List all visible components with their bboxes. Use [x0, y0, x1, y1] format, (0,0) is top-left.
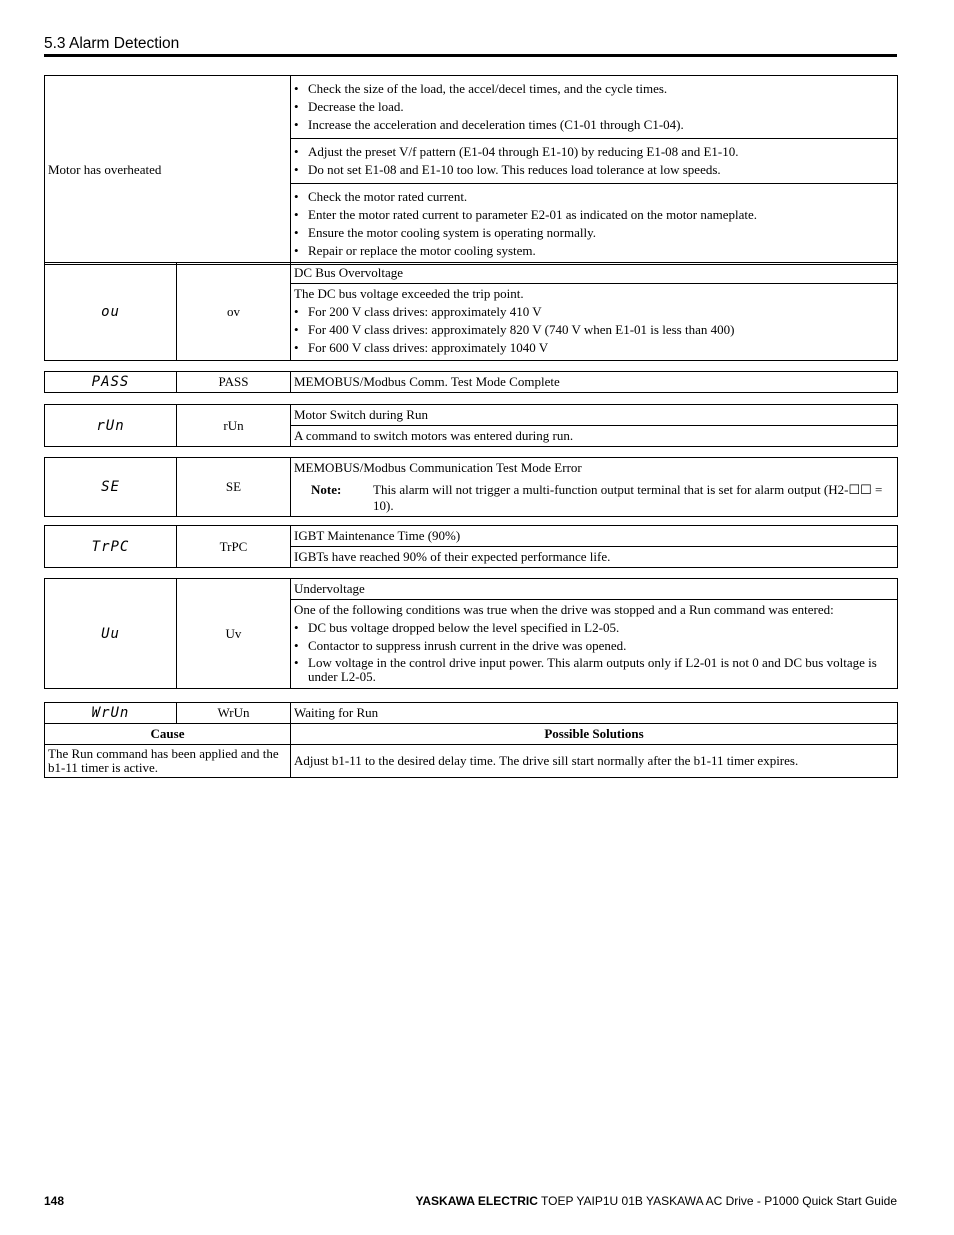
alarm-name-se: MEMOBUS/Modbus Communication Test Mode Error [294, 460, 582, 475]
page-number: 148 [44, 1194, 65, 1208]
overheat-cause: Motor has overheated [45, 76, 291, 265]
overheat-solution-list-2 [294, 144, 894, 178]
note-text: This alarm will not trigger a multi-function output terminal that is set for alarm output (H2-☐☐ = 10). [373, 482, 883, 513]
overheat-solution-list-3 [294, 189, 894, 259]
uv-condition-list [294, 620, 894, 684]
alarm-ov-table [44, 262, 898, 361]
alarm-code-trpc: TrPC [177, 526, 291, 568]
alarm-se-table [44, 457, 898, 517]
list-item: • For 200 V class drives: approximately 410 V [294, 304, 894, 320]
alarm-code-uv: Uv [177, 579, 291, 689]
lcd-display-se: SE [101, 479, 120, 495]
list-item: • Contactor to suppress inrush current in the drive was opened. [294, 638, 894, 654]
list-item: • Low voltage in the control drive input power. This alarm outputs only if L2-01 is not 0 and DC bus voltage is under L2-05. [294, 656, 894, 684]
alarm-run-table [44, 404, 898, 447]
lcd-display-ov: ou [101, 303, 120, 320]
alarm-name-run: Motor Switch during Run [291, 405, 898, 426]
alarm-name-wrun: Waiting for Run [291, 703, 898, 724]
wrun-solution: Adjust b1-11 to the desired delay time. The drive sill start normally after the b1-11 timer expires. [291, 745, 898, 778]
footer-doc-text: TOEP YAIP1U 01B YASKAWA AC Drive - P1000 Quick Start Guide [541, 1194, 897, 1208]
alarm-code-se: SE [177, 458, 291, 517]
list-item: • For 400 V class drives: approximately 820 V (740 V when E1-01 is less than 400) [294, 322, 894, 338]
alarm-name-ov: DC Bus Overvoltage [291, 263, 898, 284]
lcd-display-trpc: TrPC [91, 538, 130, 555]
list-item: • Decrease the load. [294, 99, 894, 115]
ov-voltage-list [294, 304, 894, 356]
alarm-uv-table [44, 578, 898, 689]
footer-brand: YASKAWA ELECTRIC [415, 1194, 538, 1208]
list-item: • Repair or replace the motor cooling system. [294, 243, 894, 259]
list-item: • Increase the acceleration and deceleration times (C1-01 through C1-04). [294, 117, 894, 133]
list-item: • Do not set E1-08 and E1-10 too low. This reduces load tolerance at low speeds. [294, 162, 894, 178]
overheat-table [44, 75, 898, 265]
list-item: • Check the motor rated current. [294, 189, 894, 205]
note-label: Note: [311, 482, 342, 497]
alarm-name-pass: MEMOBUS/Modbus Comm. Test Mode Complete [291, 372, 898, 393]
alarm-wrun-table [44, 702, 898, 778]
section-title: 5.3 Alarm Detection [44, 35, 180, 52]
alarm-pass-table [44, 371, 898, 393]
list-item: • Enter the motor rated current to parameter E2-01 as indicated on the motor nameplate. [294, 207, 894, 223]
lcd-display-pass: PASS [91, 374, 130, 390]
wrun-cause: The Run command has been applied and the b1-11 timer is active. [45, 745, 291, 778]
alarm-trpc-table [44, 525, 898, 568]
list-item: • Ensure the motor cooling system is operating normally. [294, 225, 894, 241]
section-rule [44, 54, 897, 57]
cause-header: Cause [45, 724, 291, 745]
alarm-name-uv: Undervoltage [291, 579, 898, 600]
uv-intro: One of the following conditions was true when the drive was stopped and a Run command was entered: [294, 602, 834, 617]
ov-intro: The DC bus voltage exceeded the trip point. [294, 286, 524, 301]
lcd-display-wrun: WrUn [91, 705, 130, 721]
lcd-display-run: rUn [96, 417, 125, 434]
alarm-code-pass: PASS [177, 372, 291, 393]
note [294, 482, 894, 514]
list-item: • Adjust the preset V/f pattern (E1-04 through E1-10) by reducing E1-08 and E1-10. [294, 144, 894, 160]
list-item: • DC bus voltage dropped below the level specified in L2-05. [294, 620, 894, 636]
footer-document-title [415, 1194, 897, 1208]
alarm-code-ov: ov [177, 263, 291, 361]
list-item: • Check the size of the load, the accel/decel times, and the cycle times. [294, 81, 894, 97]
solutions-header: Possible Solutions [291, 724, 898, 745]
alarm-desc-run: A command to switch motors was entered during run. [291, 426, 898, 447]
alarm-code-run: rUn [177, 405, 291, 447]
overheat-solution-list-1 [294, 81, 894, 133]
lcd-display-uv: Uu [101, 625, 120, 642]
alarm-name-trpc: IGBT Maintenance Time (90%) [291, 526, 898, 547]
alarm-desc-trpc: IGBTs have reached 90% of their expected performance life. [291, 547, 898, 568]
alarm-code-wrun: WrUn [177, 703, 291, 724]
list-item: • For 600 V class drives: approximately 1040 V [294, 340, 894, 356]
